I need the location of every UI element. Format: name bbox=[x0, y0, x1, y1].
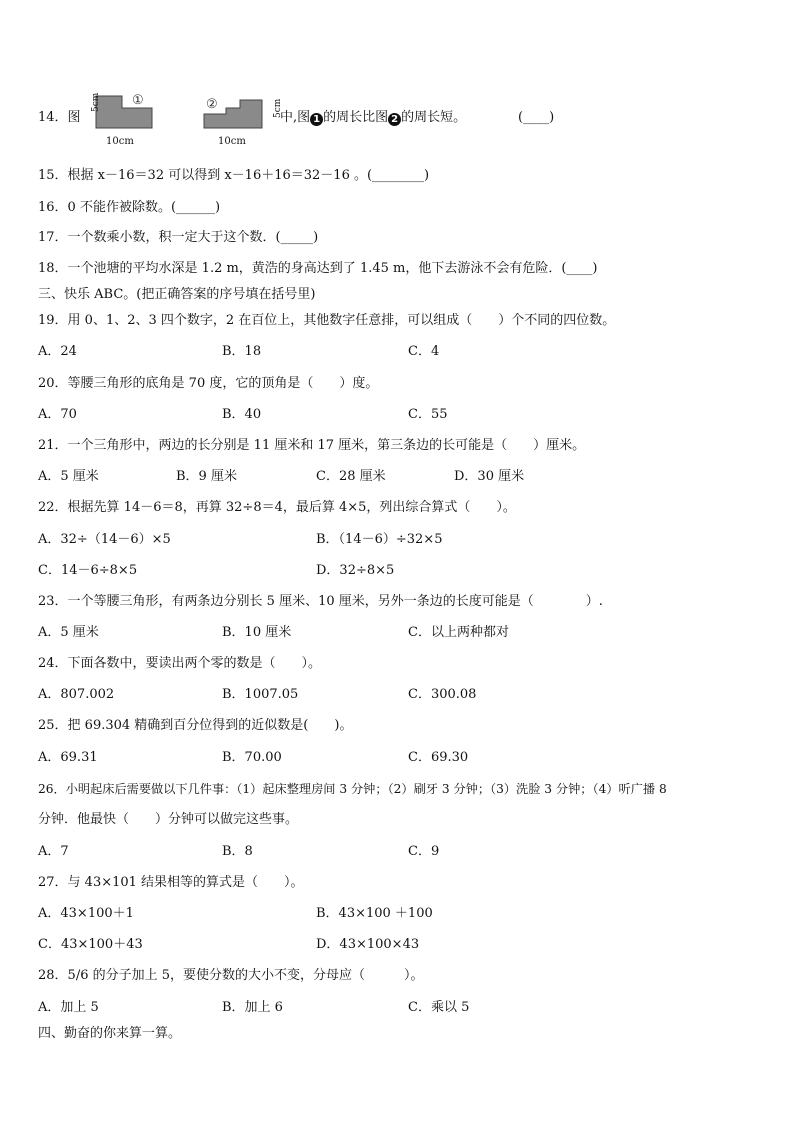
section-4-heading: 四、勤奋的你来算一算。 bbox=[38, 1026, 182, 1041]
q14-text-c: 的周长短。 bbox=[401, 110, 467, 125]
figure-1-marker: ① bbox=[132, 93, 144, 108]
q21-option-a[interactable]: A．5 厘米 bbox=[38, 469, 99, 484]
q23-option-a[interactable]: A．5 厘米 bbox=[38, 625, 99, 640]
figure-2-bottom-label: 10cm bbox=[218, 136, 246, 147]
q28-option-a[interactable]: A．加上 5 bbox=[38, 1000, 99, 1015]
q26-stem-line2: 分钟．他最快（ ）分钟可以做完这些事。 bbox=[38, 812, 299, 827]
q22-option-b[interactable]: B．（14－6）÷32×5 bbox=[316, 532, 443, 547]
q25-option-b[interactable]: B．70.00 bbox=[222, 750, 282, 765]
q19-option-b[interactable]: B．18 bbox=[222, 344, 262, 359]
q24-option-a[interactable]: A．807.002 bbox=[38, 687, 115, 702]
q16: 16．0 不能作被除数。(______) bbox=[38, 200, 221, 215]
q15: 15．根据 x－16＝32 可以得到 x－16＋16＝32－16 。(________) bbox=[38, 168, 430, 183]
circle-1-icon: 1 bbox=[310, 113, 323, 126]
q21-option-d[interactable]: D．30 厘米 bbox=[454, 469, 525, 484]
q28-option-b[interactable]: B．加上 6 bbox=[222, 1000, 283, 1015]
figure-2 bbox=[196, 88, 283, 150]
q28-option-c[interactable]: C．乘以 5 bbox=[408, 1000, 470, 1015]
q19-option-c[interactable]: C．4 bbox=[408, 344, 440, 359]
q27-stem: 27．与 43×101 结果相等的算式是（ ）。 bbox=[38, 875, 304, 890]
circle-2-icon: 2 bbox=[388, 113, 401, 126]
q22-option-c[interactable]: C．14－6÷8×5 bbox=[38, 563, 138, 578]
q25-stem: 25．把 69.304 精确到百分位得到的近似数是( )。 bbox=[38, 718, 353, 733]
figure-2-side-label: 5cm bbox=[273, 98, 283, 118]
q19-option-a[interactable]: A．24 bbox=[38, 344, 77, 359]
q26-stem-line1: 26．小明起床后需要做以下几件事：（1）起床整理房间 3 分钟；（2）刷牙 3 分钟；（3）洗脸 3 分钟；（4）听广播 8 bbox=[38, 782, 667, 796]
q27-option-b[interactable]: B．43×100 ＋100 bbox=[316, 906, 433, 921]
q26-option-c[interactable]: C．9 bbox=[408, 844, 440, 859]
q14-text-a: 中,图 bbox=[280, 110, 311, 125]
q21-option-b[interactable]: B．9 厘米 bbox=[176, 469, 237, 484]
figure-1 bbox=[82, 88, 162, 150]
q14-answer-blank[interactable]: (____) bbox=[518, 110, 555, 125]
section-3-heading: 三、快乐 ABC。(把正确答案的序号填在括号里) bbox=[38, 287, 316, 302]
q20-option-a[interactable]: A．70 bbox=[38, 407, 77, 422]
q20-option-b[interactable]: B．40 bbox=[222, 407, 262, 422]
figure-1-bottom-label: 10cm bbox=[106, 136, 134, 147]
q26-option-a[interactable]: A．7 bbox=[38, 844, 69, 859]
q24-option-c[interactable]: C．300.08 bbox=[408, 687, 477, 702]
q24-option-b[interactable]: B．1007.05 bbox=[222, 687, 299, 702]
q27-option-a[interactable]: A．43×100＋1 bbox=[38, 906, 134, 921]
q14-text-b: 的周长比图 bbox=[323, 110, 389, 125]
q21-option-c[interactable]: C．28 厘米 bbox=[316, 469, 386, 484]
q18: 18．一个池塘的平均水深是 1.2 m，黄浩的身高达到了 1.45 m，他下去游泳不会有危险．(____) bbox=[38, 261, 598, 276]
q20-stem: 20．等腰三角形的底角是 70 度，它的顶角是（ ）度。 bbox=[38, 376, 379, 391]
q17: 17．一个数乘小数，积一定大于这个数．(_____) bbox=[38, 230, 319, 245]
q27-option-d[interactable]: D．43×100×43 bbox=[316, 937, 420, 952]
q24-stem: 24．下面各数中，要读出两个零的数是（ ）。 bbox=[38, 656, 322, 671]
q22-option-d[interactable]: D．32÷8×5 bbox=[316, 563, 395, 578]
q14-text bbox=[280, 110, 466, 126]
q19-stem: 19．用 0、1、2、3 四个数字，2 在百位上，其他数字任意排，可以组成（ ）个不同的四位数。 bbox=[38, 313, 616, 328]
figure-2-marker: ② bbox=[206, 97, 218, 112]
q14-number: 14．图 bbox=[38, 110, 81, 125]
q20-option-c[interactable]: C．55 bbox=[408, 407, 448, 422]
q28-stem: 28．5/6 的分子加上 5，要使分数的大小不变，分母应（ ）。 bbox=[38, 968, 424, 983]
q25-option-c[interactable]: C．69.30 bbox=[408, 750, 469, 765]
q22-stem: 22．根据先算 14－6＝8，再算 32÷8＝4，最后算 4×5，列出综合算式（ ）。 bbox=[38, 500, 516, 515]
q23-stem: 23．一个等腰三角形，有两条边分别长 5 厘米、10 厘米，另外一条边的长度可能是（ ）. bbox=[38, 594, 603, 609]
q21-stem: 21．一个三角形中，两边的长分别是 11 厘米和 17 厘米，第三条边的长可能是（ ）厘米。 bbox=[38, 438, 586, 453]
q27-option-c[interactable]: C．43×100＋43 bbox=[38, 937, 143, 952]
q22-option-a[interactable]: A．32÷（14－6）×5 bbox=[38, 532, 171, 547]
q23-option-b[interactable]: B．10 厘米 bbox=[222, 625, 292, 640]
q26-option-b[interactable]: B．8 bbox=[222, 844, 253, 859]
q25-option-a[interactable]: A．69.31 bbox=[38, 750, 98, 765]
q23-option-c[interactable]: C．以上两种都对 bbox=[408, 625, 509, 640]
figure-1-side-label: 5cm bbox=[91, 92, 101, 112]
